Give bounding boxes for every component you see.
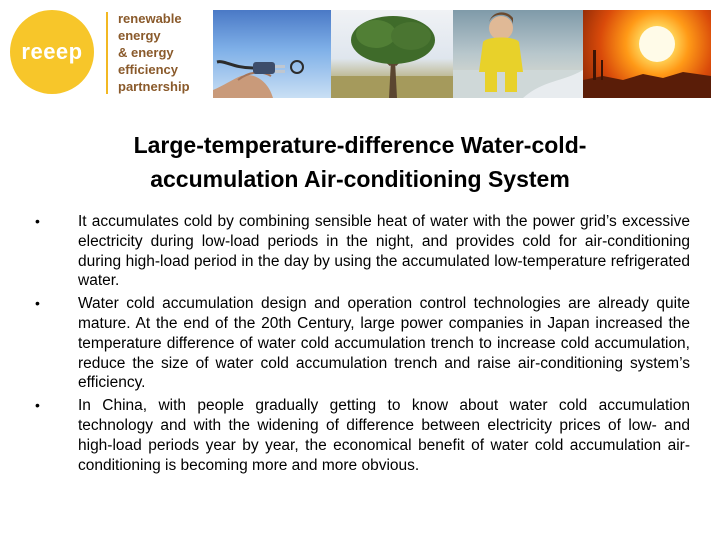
title-line: Large-temperature-difference Water-cold- — [133, 132, 587, 158]
tree-image — [331, 10, 453, 98]
child-in-water-image — [453, 10, 583, 98]
org-line: renewable — [118, 11, 182, 26]
header-banner — [213, 10, 711, 98]
sun-image — [583, 10, 711, 98]
org-line: partnership — [118, 79, 190, 94]
organization-name — [118, 10, 190, 95]
bullet-item: • It accumulates cold by combining sensible heat of water with the power grid’s excessive electricity during low-load periods in the night, and provides cold for air-conditioning during high-load period in the day by using the accumulated low-temperature refrigerated water. — [35, 212, 690, 291]
bullet-list — [35, 212, 690, 478]
bullet-item: • Water cold accumulation design and operation control technologies are already quite mature. At the end of the 20th Century, large power companies in Japan increased the temperature difference of water cold accumulation trench to increase cold accumulation, reduce the size of water cold accumulation trench and raise air-conditioning system’s efficiency. — [35, 294, 690, 393]
hand-plug-image — [213, 10, 331, 98]
org-line: & energy — [118, 45, 174, 60]
slide-title — [0, 128, 720, 196]
logo-text: reeep — [21, 39, 83, 64]
reeep-logo — [10, 10, 94, 94]
title-line: accumulation Air-conditioning System — [150, 166, 570, 192]
logo-divider — [106, 12, 108, 94]
org-line: energy — [118, 28, 161, 43]
bullet-item: • In China, with people gradually getting to know about water cold accumulation technology and with the widening of difference between electricity prices of low- and high-load periods year by year, the economical benefit of water cold accumulation air-conditioning is becoming more and more obvious. — [35, 396, 690, 475]
org-line: efficiency — [118, 62, 178, 77]
